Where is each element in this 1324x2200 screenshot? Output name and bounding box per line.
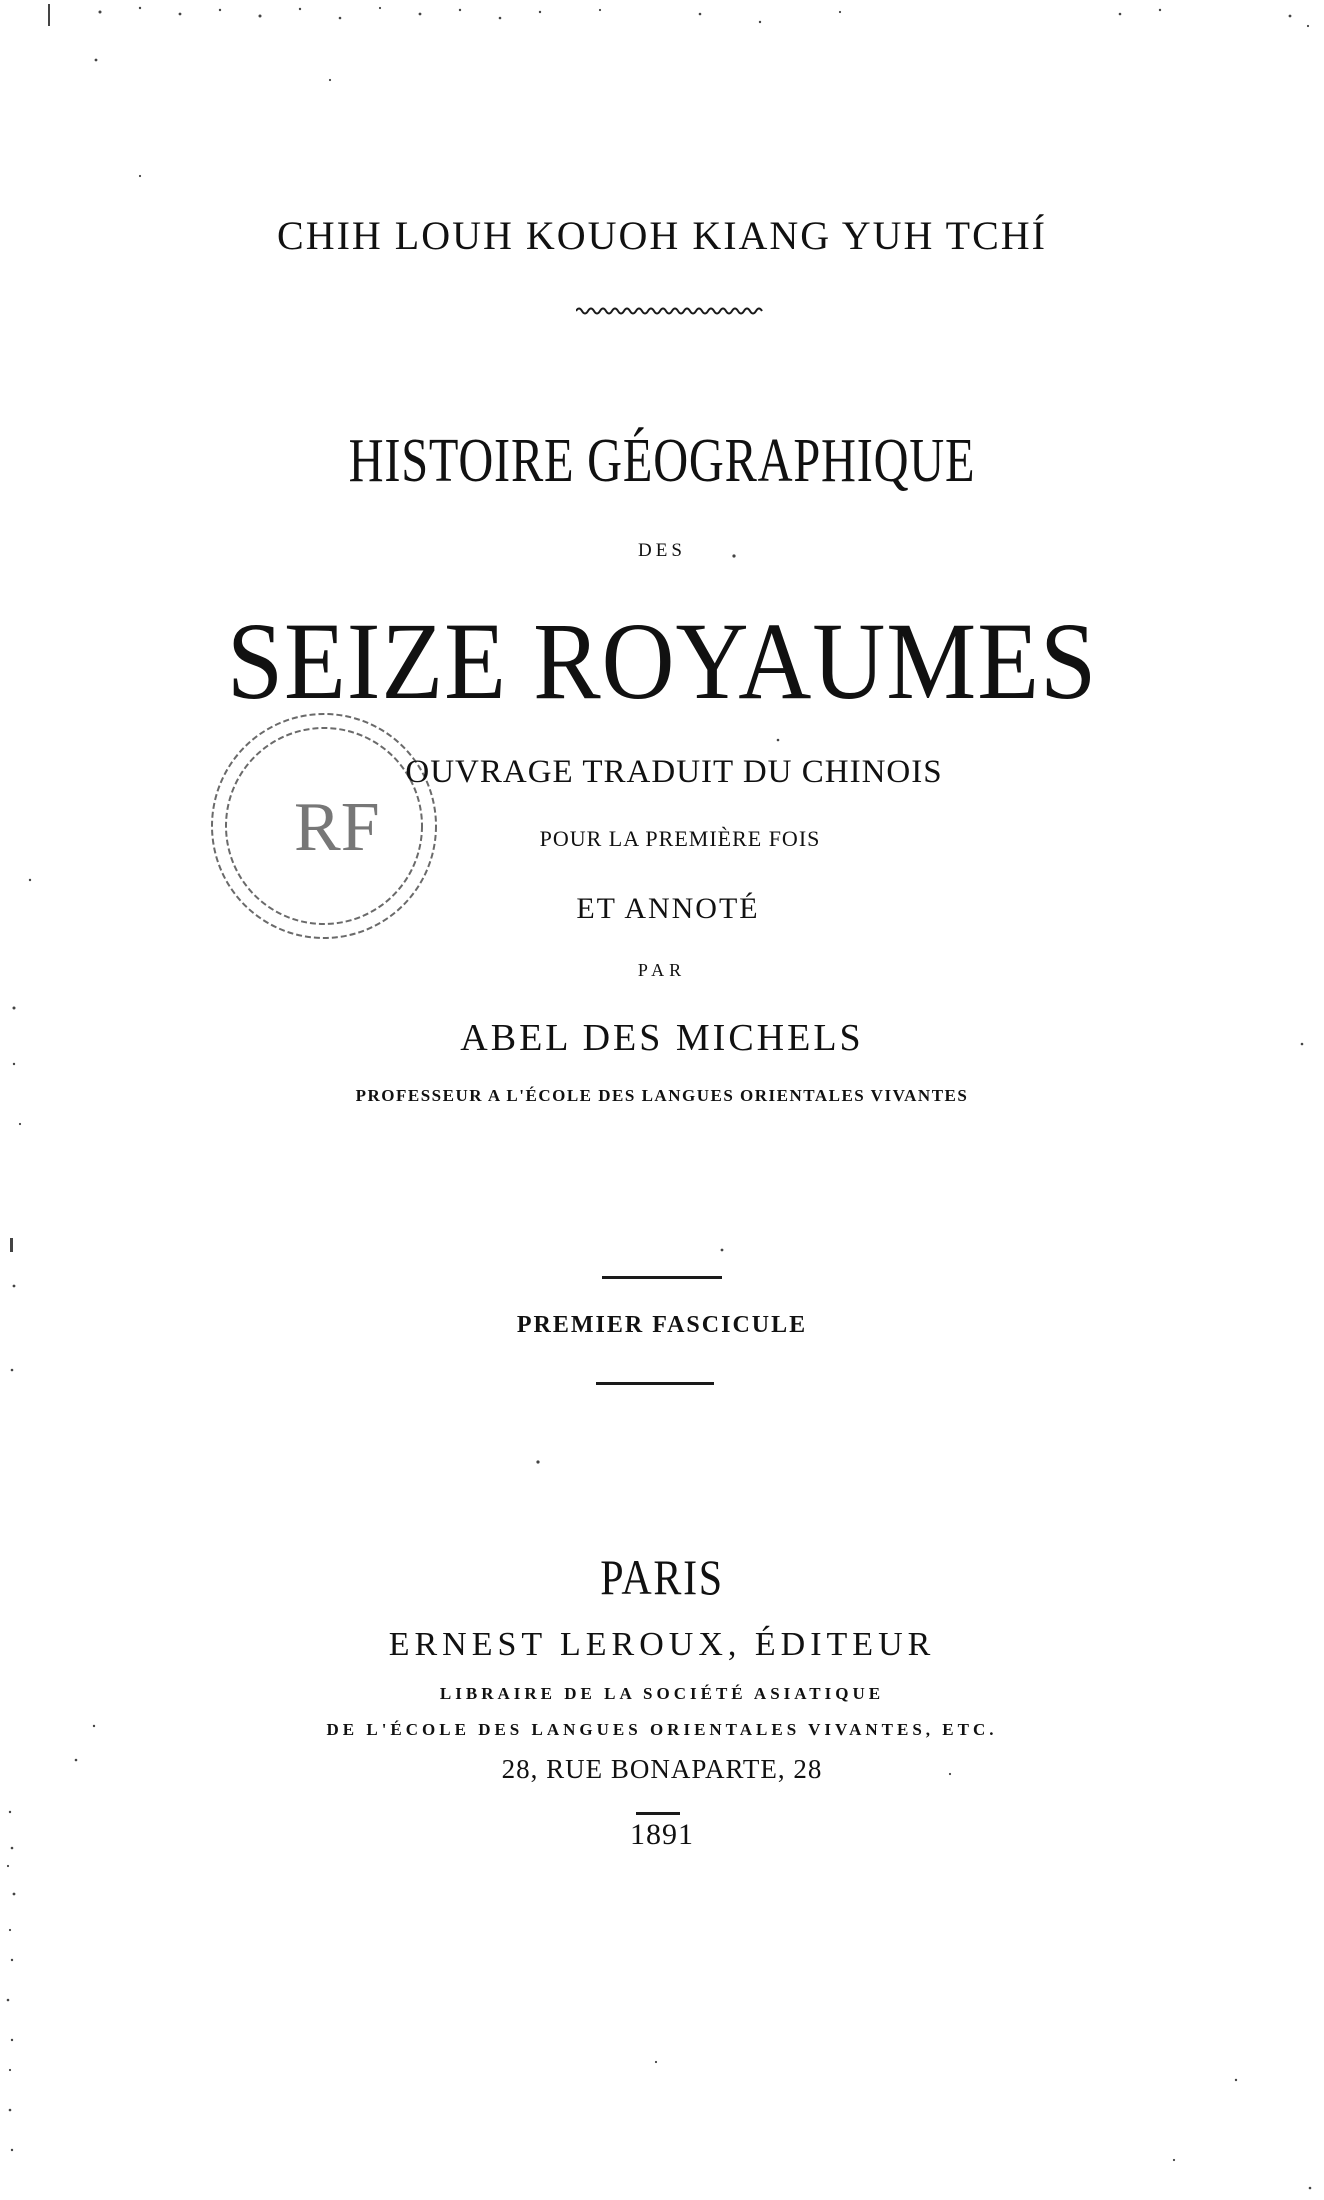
year-rule xyxy=(636,1812,680,1815)
imprint-address: 28, RUE BONAPARTE, 28 xyxy=(501,1754,823,1784)
stamp-label: RF xyxy=(294,789,380,866)
imprint-publisher: ERNEST LEROUX, ÉDITEUR xyxy=(388,1626,936,1663)
subtitle-ouvrage: OUVRAGE TRADUIT DU CHINOIS xyxy=(405,754,943,790)
author-name: ABEL DES MICHELS xyxy=(460,1017,864,1059)
imprint-line-libraire: LIBRAIRE DE LA SOCIÉTÉ ASIATIQUE xyxy=(439,1684,885,1703)
divider-bottom xyxy=(596,1382,714,1385)
par-word: PAR xyxy=(637,960,687,980)
imprint-line-ecole: DE L'ÉCOLE DES LANGUES ORIENTALES VIVANTES, ETC. xyxy=(326,1720,998,1739)
imprint-city: PARIS xyxy=(600,1549,724,1605)
series-title: CHIH LOUH KOUOH KIANG YUH TCHÍ xyxy=(277,213,1047,258)
imprint-year: 1891 xyxy=(630,1818,694,1851)
divider-top xyxy=(602,1276,722,1279)
author-title: PROFESSEUR A L'ÉCOLE DES LANGUES ORIENTALES VIVANTES xyxy=(355,1086,969,1105)
fascicule-label: PREMIER FASCICULE xyxy=(516,1312,808,1338)
des-word: DES xyxy=(638,540,686,561)
subtitle-annote: ET ANNOTÉ xyxy=(576,892,760,925)
main-title: HISTOIRE GÉOGRAPHIQUE xyxy=(348,427,976,495)
subtitle-premiere-fois: POUR LA PREMIÈRE FOIS xyxy=(539,826,821,851)
big-title: SEIZE ROYAUMES xyxy=(226,600,1098,722)
wavy-rule-ornament xyxy=(576,305,764,317)
